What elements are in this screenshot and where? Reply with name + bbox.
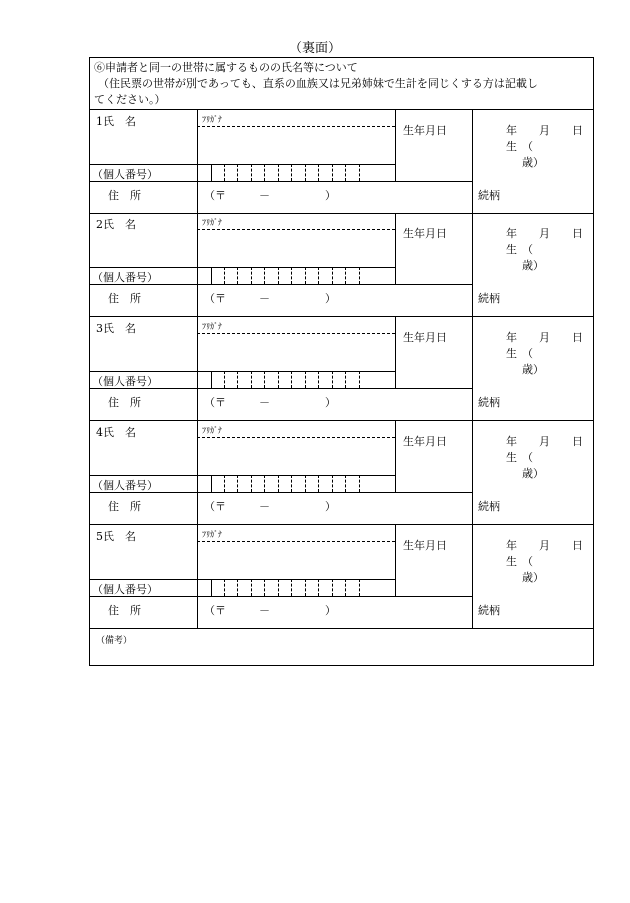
number-digit-box[interactable]	[211, 579, 225, 596]
number-digit-box[interactable]	[306, 579, 320, 596]
furigana-label: ﾌﾘｶﾞﾅ	[202, 218, 222, 227]
relationship-label: 続柄	[478, 604, 500, 617]
number-digit-box[interactable]	[225, 164, 239, 181]
number-digit-box[interactable]	[333, 371, 347, 388]
number-digit-box[interactable]	[279, 475, 293, 492]
number-digit-box[interactable]	[265, 267, 279, 284]
number-digit-box[interactable]	[319, 267, 333, 284]
individual-number-label: （個人番号）	[92, 375, 158, 388]
birthdate-label: 生年月日	[403, 435, 447, 448]
number-digit-box[interactable]	[360, 579, 374, 596]
number-digit-box[interactable]	[319, 164, 333, 181]
number-digit-box[interactable]	[333, 164, 347, 181]
number-digit-box[interactable]	[346, 267, 360, 284]
number-digit-box[interactable]	[279, 164, 293, 181]
number-digit-box[interactable]	[292, 475, 306, 492]
birthdate-age[interactable]: （ 歳）	[522, 555, 577, 584]
address-label: 住 所	[108, 500, 141, 513]
number-digit-box[interactable]	[279, 579, 293, 596]
number-digit-box[interactable]	[333, 267, 347, 284]
individual-number-field[interactable]	[211, 164, 373, 181]
remarks-label: （備考）	[96, 636, 133, 646]
number-digit-box[interactable]	[238, 579, 252, 596]
household-members-form	[89, 57, 594, 666]
number-digit-box[interactable]	[306, 371, 320, 388]
birthdate-age[interactable]: （ 歳）	[522, 451, 577, 480]
relationship-label: 続柄	[478, 396, 500, 409]
name-field[interactable]	[200, 441, 392, 473]
postal-code[interactable]: （〒 － ）	[204, 396, 336, 409]
number-digit-box[interactable]	[346, 475, 360, 492]
birthdate-label: 生年月日	[403, 124, 447, 137]
address-label: 住 所	[108, 396, 141, 409]
furigana-label: ﾌﾘｶﾞﾅ	[202, 115, 222, 124]
name-label: 4氏 名	[96, 426, 136, 439]
number-digit-box[interactable]	[346, 164, 360, 181]
number-digit-box[interactable]	[238, 267, 252, 284]
address-label: 住 所	[108, 189, 141, 202]
number-digit-box[interactable]	[360, 267, 374, 284]
number-digit-box[interactable]	[265, 475, 279, 492]
number-digit-box[interactable]	[265, 371, 279, 388]
number-digit-box[interactable]	[225, 579, 239, 596]
postal-code[interactable]: （〒 － ）	[204, 604, 336, 617]
number-digit-box[interactable]	[238, 164, 252, 181]
individual-number-label: （個人番号）	[92, 583, 158, 596]
number-digit-box[interactable]	[360, 164, 374, 181]
individual-number-label: （個人番号）	[92, 168, 158, 181]
furigana-label: ﾌﾘｶﾞﾅ	[202, 426, 222, 435]
number-digit-box[interactable]	[238, 475, 252, 492]
number-digit-box[interactable]	[211, 267, 225, 284]
remarks-area[interactable]	[90, 629, 593, 665]
address-label: 住 所	[108, 604, 141, 617]
number-digit-box[interactable]	[252, 579, 266, 596]
name-field[interactable]	[200, 545, 392, 577]
number-digit-box[interactable]	[292, 579, 306, 596]
number-digit-box[interactable]	[265, 164, 279, 181]
individual-number-field[interactable]	[211, 475, 373, 492]
number-digit-box[interactable]	[225, 267, 239, 284]
birthdate-label: 生年月日	[403, 539, 447, 552]
person-block-5	[90, 525, 593, 629]
number-digit-box[interactable]	[333, 579, 347, 596]
birthdate-date[interactable]: 年 月 日生	[506, 331, 583, 360]
number-digit-box[interactable]	[360, 371, 374, 388]
person-block-2	[90, 213, 593, 317]
individual-number-field[interactable]	[211, 267, 373, 284]
header-line-1: ⑥申請者と同一の世帯に属するものの氏名等について	[94, 61, 358, 74]
number-digit-box[interactable]	[292, 371, 306, 388]
individual-number-field[interactable]	[211, 371, 373, 388]
relationship-label: 続柄	[478, 189, 500, 202]
number-digit-box[interactable]	[211, 164, 225, 181]
number-digit-box[interactable]	[346, 371, 360, 388]
number-digit-box[interactable]	[252, 267, 266, 284]
birthdate-age[interactable]: （ 歳）	[522, 243, 577, 272]
birthdate-date[interactable]: 年 月 日生	[506, 539, 583, 568]
number-digit-box[interactable]	[333, 475, 347, 492]
number-digit-box[interactable]	[306, 164, 320, 181]
number-digit-box[interactable]	[238, 371, 252, 388]
number-digit-box[interactable]	[279, 267, 293, 284]
individual-number-label: （個人番号）	[92, 479, 158, 492]
header-line-2: （住民票の世帯が別であっても、直系の血族又は兄弟姉妹で生計を同じくする方は記載し	[98, 77, 538, 90]
address-label: 住 所	[108, 292, 141, 305]
birthdate-date[interactable]: 年 月 日生	[506, 227, 583, 256]
number-digit-box[interactable]	[211, 371, 225, 388]
number-digit-box[interactable]	[292, 267, 306, 284]
number-digit-box[interactable]	[279, 371, 293, 388]
postal-code[interactable]: （〒 － ）	[204, 292, 336, 305]
name-label: 3氏 名	[96, 322, 136, 335]
individual-number-label: （個人番号）	[92, 271, 158, 284]
number-digit-box[interactable]	[292, 164, 306, 181]
number-digit-box[interactable]	[252, 475, 266, 492]
number-digit-box[interactable]	[225, 475, 239, 492]
relationship-label: 続柄	[478, 500, 500, 513]
postal-code[interactable]: （〒 － ）	[204, 500, 336, 513]
birthdate-age[interactable]: （ 歳）	[522, 140, 577, 169]
name-label: 2氏 名	[96, 218, 136, 231]
number-digit-box[interactable]	[211, 475, 225, 492]
name-label: 5氏 名	[96, 530, 136, 543]
name-field[interactable]	[200, 130, 392, 162]
name-field[interactable]	[200, 233, 392, 265]
number-digit-box[interactable]	[319, 579, 333, 596]
person-block-1	[90, 110, 593, 214]
number-digit-box[interactable]	[265, 579, 279, 596]
birthdate-age[interactable]: （ 歳）	[522, 347, 577, 376]
number-digit-box[interactable]	[346, 579, 360, 596]
furigana-label: ﾌﾘｶﾞﾅ	[202, 530, 222, 539]
number-digit-box[interactable]	[360, 475, 374, 492]
name-field[interactable]	[200, 337, 392, 369]
number-digit-box[interactable]	[319, 475, 333, 492]
birthdate-label: 生年月日	[403, 331, 447, 344]
page-title: （裏面）	[288, 41, 341, 56]
header-line-3: てください。）	[94, 93, 166, 106]
number-digit-box[interactable]	[252, 371, 266, 388]
birthdate-date[interactable]: 年 月 日生	[506, 435, 583, 464]
person-block-3	[90, 317, 593, 421]
number-digit-box[interactable]	[252, 164, 266, 181]
individual-number-field[interactable]	[211, 579, 373, 596]
person-block-4	[90, 421, 593, 525]
furigana-label: ﾌﾘｶﾞﾅ	[202, 322, 222, 331]
name-label: 1氏 名	[96, 115, 136, 128]
number-digit-box[interactable]	[225, 371, 239, 388]
number-digit-box[interactable]	[306, 475, 320, 492]
postal-code[interactable]: （〒 － ）	[204, 189, 336, 202]
number-digit-box[interactable]	[306, 267, 320, 284]
birthdate-label: 生年月日	[403, 227, 447, 240]
number-digit-box[interactable]	[319, 371, 333, 388]
relationship-label: 続柄	[478, 292, 500, 305]
birthdate-date[interactable]: 年 月 日生	[506, 124, 583, 153]
section-header	[90, 58, 593, 110]
